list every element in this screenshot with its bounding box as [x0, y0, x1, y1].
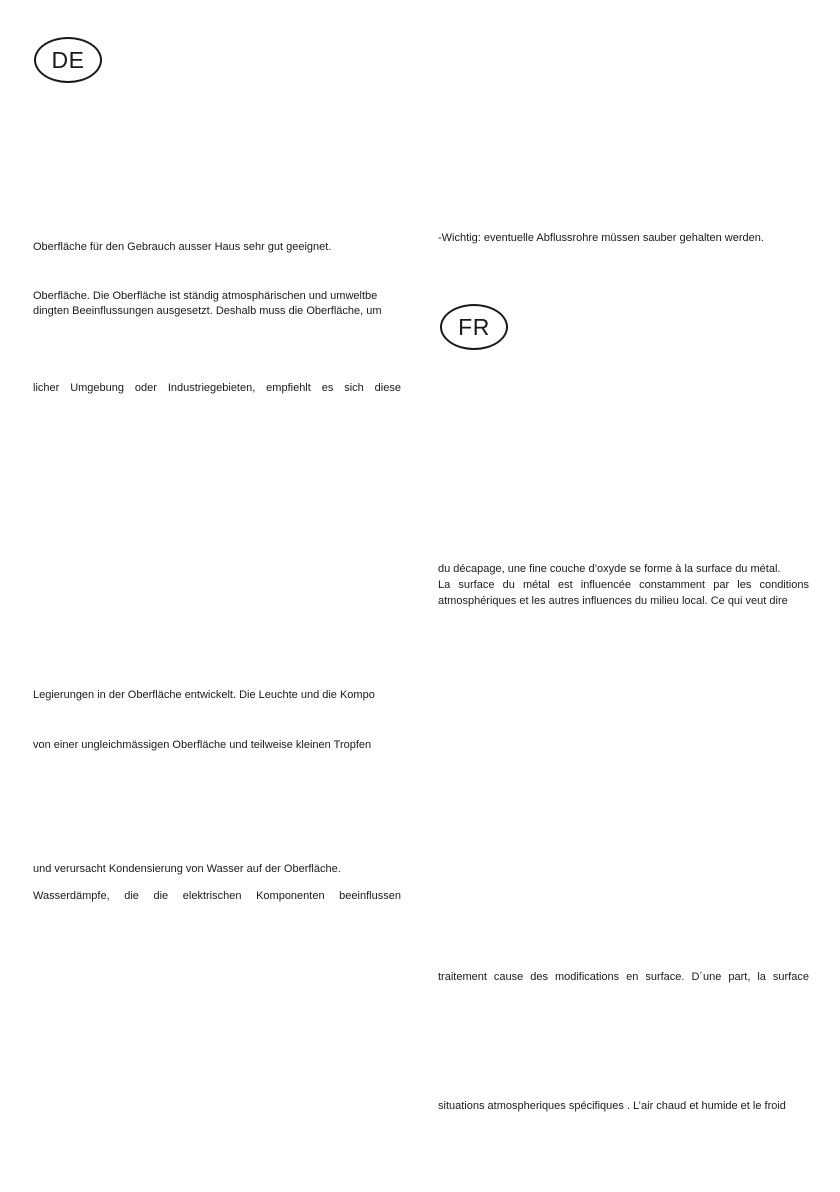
word: diese: [374, 382, 401, 394]
fr-text-line-3: [438, 578, 809, 592]
word: Komponenten: [256, 890, 325, 902]
word: métal: [522, 579, 550, 591]
word: surface: [772, 971, 809, 983]
language-badge-de: DE: [34, 37, 102, 83]
word: die: [124, 890, 139, 902]
de-text-line-8: [33, 889, 401, 903]
de-text-line-7: und verursacht Kondensierung von Wasser auf der Oberfläche.: [33, 863, 341, 875]
de-text-line-6: von einer ungleichmässigen Oberfläche und teilweise kleinen Tropfen: [33, 739, 372, 751]
language-badge-fr: FR: [440, 304, 508, 350]
fr-text-line-4: atmosphériques et les autres influences du milieu local. Ce qui veut dire: [438, 595, 788, 607]
word: influencée: [580, 579, 631, 591]
word: licher: [33, 382, 60, 394]
word: D´une: [691, 971, 722, 983]
word: du: [502, 579, 515, 591]
word: les: [737, 579, 752, 591]
fr-text-line-6: situations atmospheriques spécifiques . L’air chaud et humide et le froid: [438, 1100, 786, 1112]
word: traitement: [438, 971, 487, 983]
de-text-line-5: Legierungen in der Oberfläche entwickelt. Die Leuchte und die Kompo: [33, 689, 375, 701]
word: beeinflussen: [339, 890, 401, 902]
word: die: [153, 890, 169, 902]
de-text-line-2: Oberfläche. Die Oberfläche ist ständig atmosphärischen und umweltbe: [33, 290, 378, 302]
word: surface: [458, 579, 495, 591]
word: Umgebung: [70, 382, 125, 394]
fr-text-line-1: -Wichtig: eventuelle Abflussrohre müssen sauber gehalten werden.: [438, 232, 764, 244]
word: en: [626, 971, 639, 983]
word: oder: [134, 382, 157, 394]
word: part,: [728, 971, 751, 983]
word: empfiehlt: [266, 382, 311, 394]
fr-text-line-5: [438, 970, 809, 984]
word: cause: [493, 971, 524, 983]
word: des: [530, 971, 548, 983]
word: Industriegebieten,: [167, 382, 256, 394]
de-text-line-4: [33, 381, 401, 395]
word: Wasserdämpfe,: [33, 890, 110, 902]
word: est: [557, 579, 573, 591]
de-text-line-1: Oberfläche für den Gebrauch ausser Haus sehr gut geeignet.: [33, 241, 332, 253]
word: La: [438, 579, 451, 591]
word: par: [713, 579, 730, 591]
word: surface.: [645, 971, 685, 983]
word: elektrischen: [182, 890, 242, 902]
word: constamment: [639, 579, 706, 591]
fr-text-line-2: du décapage, une fine couche d’oxyde se forme à la surface du métal.: [438, 563, 781, 575]
word: sich: [344, 382, 364, 394]
word: la: [757, 971, 766, 983]
word: es: [321, 382, 334, 394]
de-text-line-3: dingten Beeinflussungen ausgesetzt. Deshalb muss die Oberfläche, um: [33, 305, 382, 317]
word: modifications: [554, 971, 620, 983]
word: conditions: [759, 579, 809, 591]
